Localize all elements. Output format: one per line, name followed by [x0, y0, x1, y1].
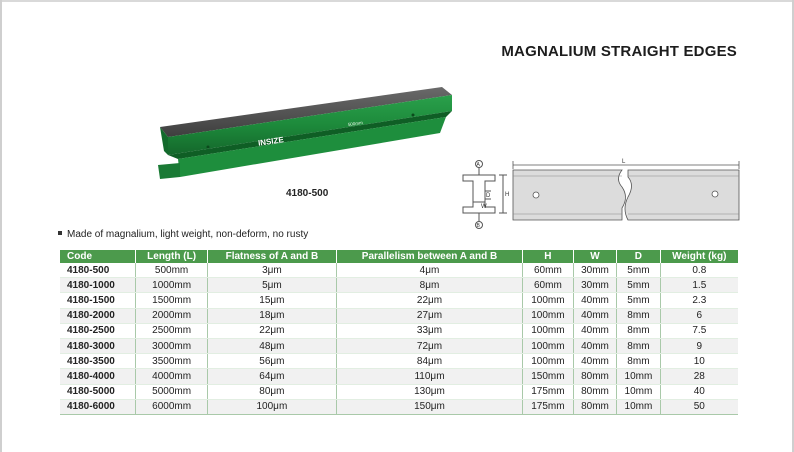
cell-d: 10mm	[617, 399, 660, 414]
header-flatness: Flatness of A and B	[207, 250, 336, 263]
cell-h: 100mm	[522, 293, 573, 308]
cell-parallelism: 33μm	[337, 323, 523, 338]
cell-weight: 7.5	[660, 323, 738, 338]
cell-code: 4180-4000	[60, 369, 136, 384]
cell-parallelism: 72μm	[337, 338, 523, 353]
cell-h: 100mm	[522, 338, 573, 353]
table-row	[60, 384, 738, 399]
cell-flatness: 5μm	[207, 278, 336, 293]
cell-h: 150mm	[522, 369, 573, 384]
table-row	[60, 369, 738, 384]
cell-parallelism: 22μm	[337, 293, 523, 308]
table-body	[60, 263, 738, 414]
cell-weight: 10	[660, 354, 738, 369]
cell-h: 100mm	[522, 323, 573, 338]
cell-w: 80mm	[573, 384, 616, 399]
cell-d: 5mm	[617, 293, 660, 308]
table-row	[60, 354, 738, 369]
cell-length: 1500mm	[136, 293, 207, 308]
cell-length: 6000mm	[136, 399, 207, 414]
cell-flatness: 64μm	[207, 369, 336, 384]
cell-code: 4180-1000	[60, 278, 136, 293]
product-size-text: 500mm	[347, 120, 364, 128]
cell-parallelism: 84μm	[337, 354, 523, 369]
header-h: H	[522, 250, 573, 263]
label-w: W	[481, 204, 487, 210]
label-b: B	[476, 223, 480, 229]
cell-length: 2500mm	[136, 323, 207, 338]
cell-flatness: 56μm	[207, 354, 336, 369]
label-d: D	[486, 193, 491, 199]
cell-flatness: 22μm	[207, 323, 336, 338]
cell-length: 1000mm	[136, 278, 207, 293]
cell-code: 4180-6000	[60, 399, 136, 414]
cell-code: 4180-1500	[60, 293, 136, 308]
table-row	[60, 293, 738, 308]
cell-code: 4180-2500	[60, 323, 136, 338]
bullet-icon	[58, 231, 62, 235]
table-row	[60, 263, 738, 278]
header-parallelism: Parallelism between A and B	[337, 250, 523, 263]
cell-h: 175mm	[522, 384, 573, 399]
cell-length: 4000mm	[136, 369, 207, 384]
cell-code: 4180-5000	[60, 384, 136, 399]
cell-flatness: 100μm	[207, 399, 336, 414]
cell-weight: 28	[660, 369, 738, 384]
header-weight: Weight (kg)	[660, 250, 738, 263]
straight-edge-product-image	[150, 85, 460, 185]
image-caption: 4180-500	[286, 188, 329, 199]
cell-flatness: 3μm	[207, 263, 336, 278]
cell-length: 3500mm	[136, 354, 207, 369]
page-left-border	[0, 0, 2, 452]
cell-parallelism: 8μm	[337, 278, 523, 293]
label-h: H	[505, 192, 510, 198]
cell-w: 40mm	[573, 338, 616, 353]
cell-d: 8mm	[617, 354, 660, 369]
cell-weight: 0.8	[660, 263, 738, 278]
cell-w: 40mm	[573, 293, 616, 308]
cell-w: 30mm	[573, 263, 616, 278]
cell-weight: 1.5	[660, 278, 738, 293]
cell-w: 80mm	[573, 399, 616, 414]
cell-flatness: 48μm	[207, 338, 336, 353]
cell-h: 60mm	[522, 263, 573, 278]
cell-weight: 2.3	[660, 293, 738, 308]
cell-flatness: 80μm	[207, 384, 336, 399]
cell-d: 8mm	[617, 323, 660, 338]
cell-w: 40mm	[573, 354, 616, 369]
cell-w: 30mm	[573, 278, 616, 293]
cell-parallelism: 110μm	[337, 369, 523, 384]
cell-code: 4180-3000	[60, 338, 136, 353]
header-w: W	[573, 250, 616, 263]
cell-h: 175mm	[522, 399, 573, 414]
cell-h: 100mm	[522, 308, 573, 323]
page-top-border	[0, 0, 794, 2]
header-d: D	[617, 250, 660, 263]
cell-flatness: 18μm	[207, 308, 336, 323]
cell-flatness: 15μm	[207, 293, 336, 308]
cell-d: 5mm	[617, 278, 660, 293]
feature-text: Made of magnalium, light weight, non-deform, no rusty	[67, 229, 309, 240]
cell-length: 2000mm	[136, 308, 207, 323]
table-row	[60, 308, 738, 323]
cell-w: 40mm	[573, 308, 616, 323]
cell-weight: 50	[660, 399, 738, 414]
cell-d: 10mm	[617, 384, 660, 399]
cell-h: 60mm	[522, 278, 573, 293]
cell-code: 4180-3500	[60, 354, 136, 369]
cell-code: 4180-500	[60, 263, 136, 278]
header-code: Code	[60, 250, 136, 263]
cell-parallelism: 130μm	[337, 384, 523, 399]
cell-weight: 40	[660, 384, 738, 399]
cell-h: 100mm	[522, 354, 573, 369]
side-view-diagram	[500, 157, 750, 227]
cell-w: 40mm	[573, 323, 616, 338]
cell-d: 5mm	[617, 263, 660, 278]
cell-weight: 6	[660, 308, 738, 323]
cell-parallelism: 27μm	[337, 308, 523, 323]
cell-length: 3000mm	[136, 338, 207, 353]
table-row	[60, 399, 738, 414]
cell-d: 8mm	[617, 308, 660, 323]
product-brand-text: INSIZE	[257, 135, 285, 148]
table-row	[60, 338, 738, 353]
header-length: Length (L)	[136, 250, 207, 263]
cell-d: 8mm	[617, 338, 660, 353]
page-title: MAGNALIUM STRAIGHT EDGES	[501, 43, 737, 60]
table-header-row	[60, 250, 738, 263]
cell-length: 500mm	[136, 263, 207, 278]
cell-length: 5000mm	[136, 384, 207, 399]
table-row	[60, 323, 738, 338]
cell-parallelism: 150μm	[337, 399, 523, 414]
cell-code: 4180-2000	[60, 308, 136, 323]
cell-weight: 9	[660, 338, 738, 353]
feature-note	[58, 229, 308, 240]
cell-parallelism: 4μm	[337, 263, 523, 278]
spec-table	[60, 250, 738, 415]
label-l: L	[622, 159, 626, 165]
cell-d: 10mm	[617, 369, 660, 384]
cell-w: 80mm	[573, 369, 616, 384]
label-a: A	[476, 162, 480, 168]
table-row	[60, 278, 738, 293]
